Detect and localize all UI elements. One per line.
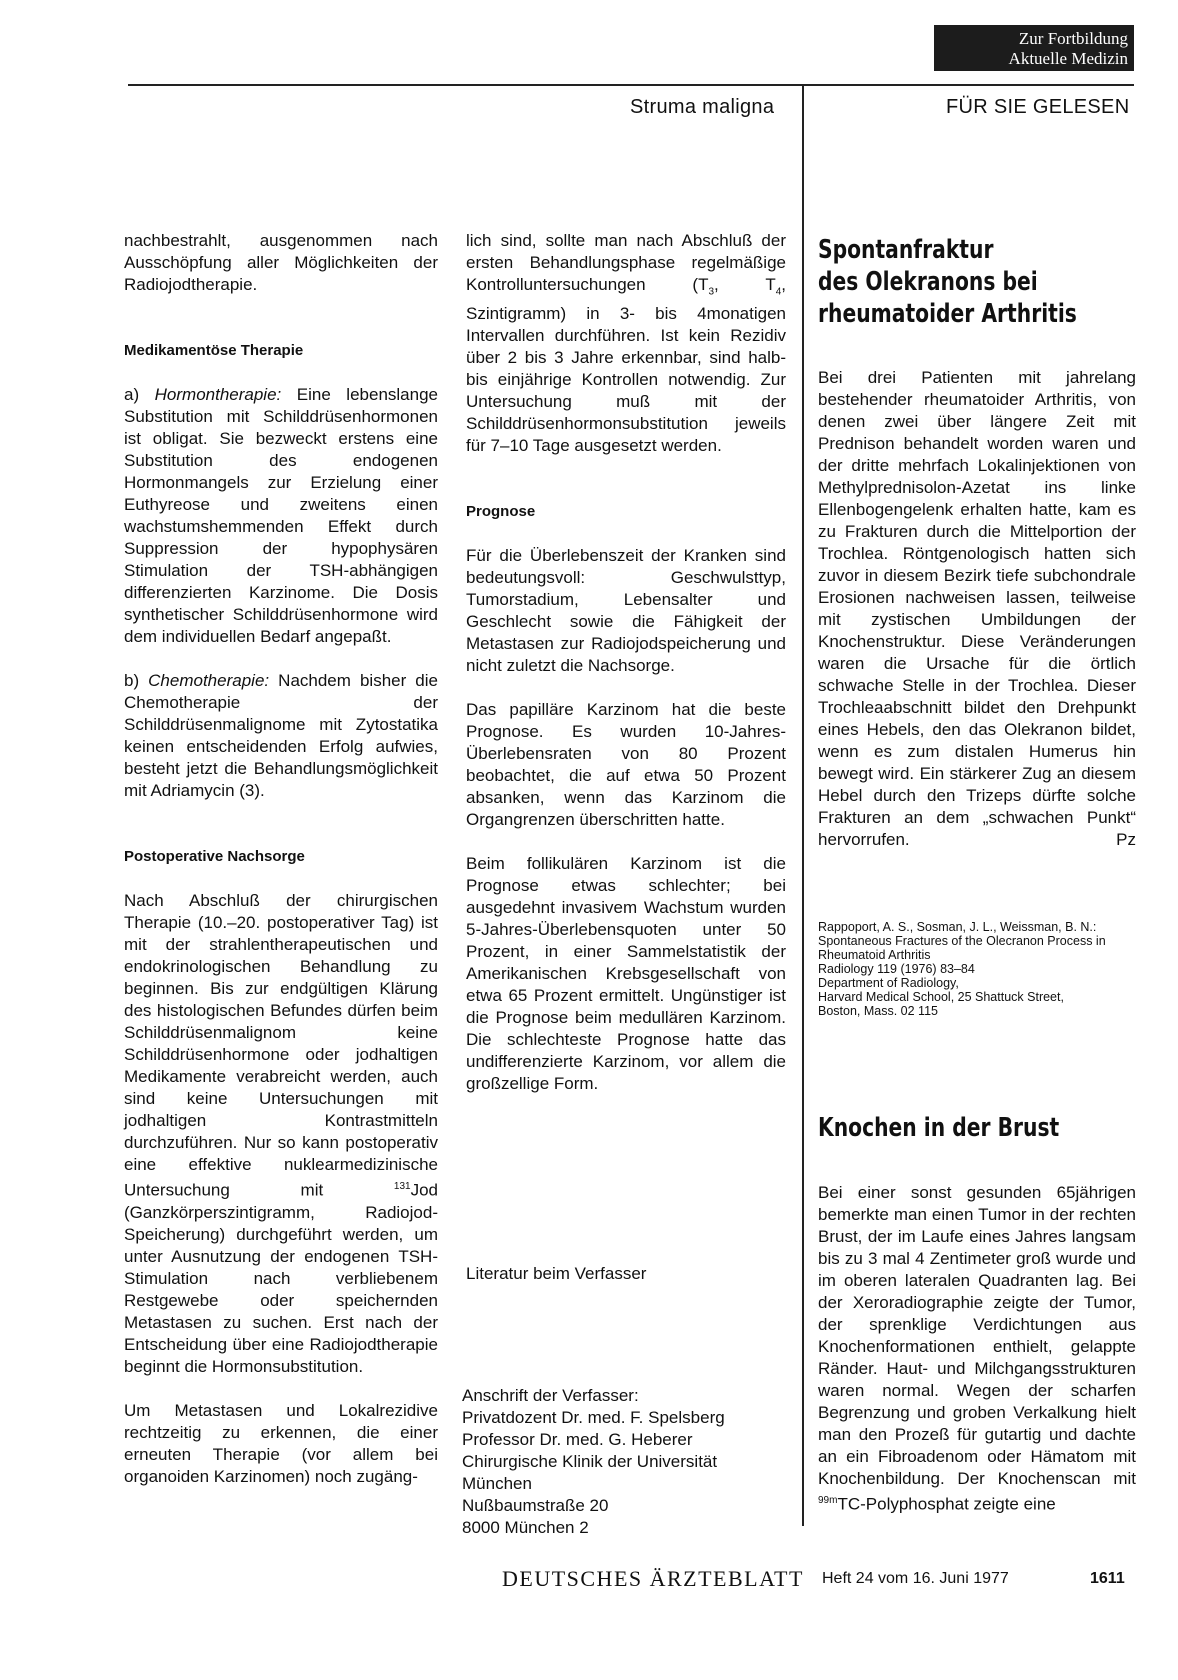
paragraph-text: Jod (Ganzkörperszintigramm, Radiojod-Speicherung) durchgeführt werden, um unter Ausnutzung der endogenen TSH-Stimulation nach verbliebenem Restgewebe oder speichernden Metastasen zu suchen. Erst nach der Entscheidung über eine Radiojodtherapie beginnt die Hormonsubstitution. [124,1180,438,1376]
paragraph [818,1182,1136,1516]
subscript: 3 [708,286,715,298]
badge-line-1: Zur Fortbildung [1018,29,1128,48]
reference [818,920,1136,1018]
paragraph-nachsorge [124,890,438,1378]
paragraph [818,367,1136,851]
running-head-left: Struma maligna [630,96,775,118]
paragraph-text: , T [714,275,776,294]
reference-title: Spontaneous Fractures of the Olecranon Process in Rheumatoid Arthritis [818,934,1106,962]
address-line: Chirurgische Klinik der Universität [462,1452,718,1471]
article-1-body [818,367,1136,851]
address-line: Professor Dr. med. G. Heberer [462,1430,693,1449]
issue-info: Heft 24 vom 16. Juni 1977 [822,1570,1009,1587]
address-line: 8000 München 2 [462,1518,589,1537]
section-badge [934,25,1134,71]
author-address [462,1385,792,1539]
paragraph-text: Bei drei Patienten mit jahrelang bestehender rheumatoider Arthritis, von denen zwei über längere Zeit mit Prednison behandelt worden waren und der dritte mehrfach Lokalinjektionen von Methylprednisolon-Azetat ins linke Ellenbogengelenk erhalten hatte, kam es zu Frakturen durch die Mittelportion der Trochlea. Röntgenologisch hatten sich zuvor in diesem Bezirk tiefe subchondrale Erosionen nachweisen lassen, teilweise mit zystischen Umbildungen der Knochenstruktur. Diese Veränderungen waren die Ursache für die örtlich schwache Stelle in der Trochlea. Dieser Trochleaabschnitt bildet den Drehpunkt eines Hebels, den das Olekranon bildet, wenn es zum distalen Humerus hin bewegt wird. Ein stärkerer Zug an diesem Hebel durch den Trizeps dürfte solche Frakturen an dem „schwachen Punkt“ hervorrufen. [818,368,1136,849]
title-line: Knochen in der Brust [818,1113,1060,1143]
paragraph: Beim follikulären Karzinom ist die Prognose etwas schlechter; bei ausgedehnt invasivem Wachstum wurden 5-Jahres-Überlebensquoten unter 50 Prozent, in einer Sammelstatistik der Amerikanischen Krebsgesellschaft von etwa 65 Prozent ermittelt. Ungünstiger ist die Prognose beim medullären Karzinom. Die schlechteste Prognose hatte das undifferenzierte Karzinom, vor allem die großzellige Form. [466,854,786,1094]
paragraph-text: TC-Polyphosphat zeigte eine [837,1494,1056,1514]
literature-note: Literatur beim Verfasser [466,1264,647,1283]
paragraph-kontrollen [466,230,786,457]
reference-journal: Radiology 119 (1976) 83–84 [818,962,975,976]
paragraph: Um Metastasen und Lokalrezidive rechtzeitig zu erkennen, die einer erneuten Therapie (vor allem bei organoiden Karzinomen) noch zugäng- [124,1400,438,1486]
author-signoff: Pz [1116,830,1136,849]
column-1 [124,230,438,1488]
emphasis: Hormontherapie: [154,385,282,404]
paragraph: Für die Überlebenszeit der Kranken sind bedeutungsvoll: Geschwulsttyp, Tumorstadium, Lebensalter und Geschlecht sowie die Fähigkeit der Metastasen zur Radiojodspeicherung und nicht zuletzt die Nachsorge. [466,546,786,676]
emphasis: Chemotherapie: [148,671,270,690]
paragraph-text: , Szintigramm) in 3- bis 4monatigen Intervallen durchführen. Ist kein Rezidiv über 2 bis 3 Jahre erkennbar, sind halb- bis einjährige Kontrollen notwendig. Zur Untersuchung muß mit der Schilddrüsenhormonsubstitution jeweils für 7–10 Tage ausgesetzt werden. [466,275,786,456]
page-number: 1611 [1090,1570,1125,1587]
subheading-medikamentoese-therapie: Medikamentöse Therapie [124,342,304,359]
reference-department: Department of Radiology, [818,976,959,990]
subheading-prognose: Prognose [466,503,536,521]
badge-line-2: Aktuelle Medizin [1008,49,1128,68]
item-label: b) [124,671,149,690]
paragraph-text: Bei einer sonst gesunden 65jährigen bemerkte man einen Tumor in der rechten Brust, der im Laufe eines Jahres langsam bis zu 3 mal 4 Zentimeter groß wurde und im oberen lateralen Quadranten lag. Bei der Xeroradiographie zeigte der Tumor, der sprenklige Verdichtungen aus Knochenformationen enthielt, gelappte Ränder. Haut- und Milchgangsstrukturen waren normal. Wegen der scharfen Begrenzung und groben Verkalkung hielt man den Prozeß für gutartig und dachte an ein Fibroadenom oder Hämatom mit Knochenbildung. Der Knochenscan mit [818,1183,1136,1488]
column-divider [802,86,804,1526]
running-head-right: FÜR SIE GELESEN [946,96,1130,118]
header-rule [128,84,1134,86]
journal-masthead: DEUTSCHES ÄRZTEBLATT [502,1566,804,1591]
column-2 [466,230,786,1095]
title-line: des Olekranons bei [818,267,1038,297]
subheading-postoperative-nachsorge: Postoperative Nachsorge [124,848,305,865]
article-2-body [818,1182,1136,1516]
paragraph-text: lich sind, sollte man nach Abschluß der ersten Behandlungsphase regelmäßige Kontrolluntersuchungen (T [466,231,786,294]
paragraph-hormontherapie [124,384,438,648]
article-1-title [818,234,1150,330]
title-line: Spontanfraktur [818,235,994,265]
address-line: München [462,1474,532,1493]
title-line: rheumatoider Arthritis [818,299,1077,329]
subscript: 4 [775,286,782,298]
reference-city: Boston, Mass. 02 115 [818,1004,938,1018]
article-2-title [818,1112,1127,1144]
reference-address: Harvard Medical School, 25 Shattuck Street, [818,990,1064,1004]
superscript: 131 [393,1181,411,1192]
address-line: Anschrift der Verfasser: [462,1386,639,1405]
paragraph-chemotherapie [124,670,438,802]
paragraph: nachbestrahlt, ausgenommen nach Ausschöpfung aller Möglichkeiten der Radiojodtherapie. [124,231,438,294]
superscript: 99m [818,1495,838,1506]
reference-authors: Rappoport, A. S., Sosman, J. L., Weissman, B. N.: [818,920,1097,934]
paragraph-text: Nach Abschluß der chirurgischen Therapie (10.–20. postoperativer Tag) ist mit der strahlentherapeutischen und endokrinologischen Behandlung zu beginnen. Bis zur endgültigen Klärung des histologischen Befundes dürfen beim Schilddrüsenmalignom keine Schilddrüsenhormone oder jodhaltigen Medikamente verabreicht werden, auch sind keine Untersuchungen mit jodhaltigen Kontrastmitteln durchzuführen. Nur so kann postoperativ eine effektive nuklearmedizinische Untersuchung mit [124,891,438,1200]
address-line: Privatdozent Dr. med. F. Spelsberg [462,1408,725,1427]
paragraph: Das papilläre Karzinom hat die beste Prognose. Es wurden 10-Jahres-Überlebensraten von 80 Prozent beobachtet, die auf etwa 50 Prozent absanken, wenn das Karzinom die Organgrenzen überschritten hatte. [466,700,786,830]
paragraph-text: Eine lebenslange Substitution mit Schilddrüsenhormonen ist obligat. Sie bezweckt erstens eine Substitution des endogenen Hormonmangels zur Erzielung einer Euthyreose und zweitens einen wachstumshemmenden Effekt durch Suppression der hypophysären Stimulation der TSH-abhängigen differenzierten Karzinome. Die Dosis synthetischer Schilddrüsenhormone wird dem individuellen Bedarf angepaßt. [124,385,439,646]
address-line: Nußbaumstraße 20 [462,1496,609,1515]
item-label: a) [124,385,155,404]
paragraph-text: Nachdem bisher die Chemotherapie der Schilddrüsenmalignome mit Zytostatika keinen entscheidenden Erfolg aufwies, besteht jetzt die Behandlungsmöglichkeit mit Adriamycin (3). [124,671,438,800]
